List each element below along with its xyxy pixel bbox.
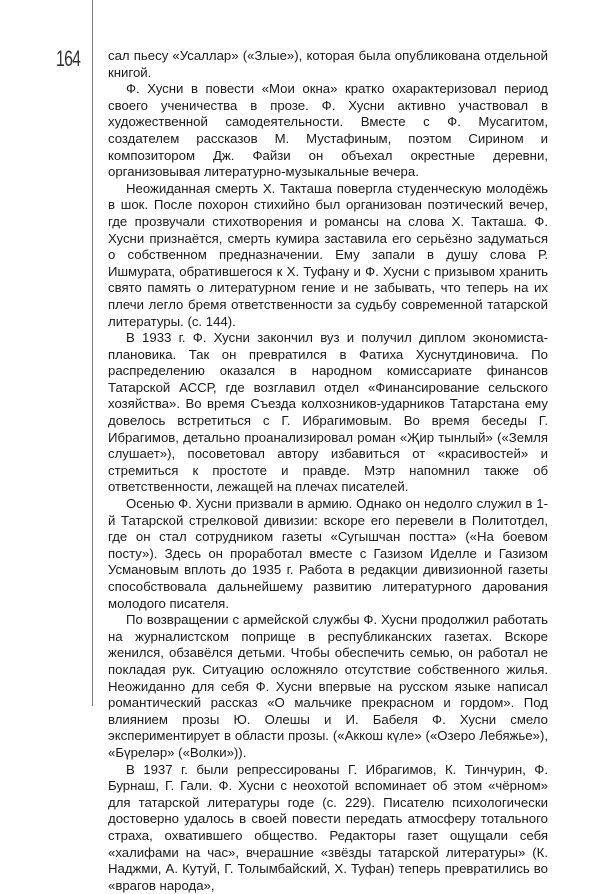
paragraph-continuation: сал пьесу «Усаллар» («Злые»), которая была опубликована отдельной книгой. bbox=[108, 48, 548, 80]
paragraph: По возвращении с армейской службы Ф. Хусни продолжил работать на журналистском поприще в республиканских газетах. Вскоре женился, обзавёлся детьми. Чтобы обеспечить семью, он работал не покладая рук. Ситуацию осложняло отсутствие собственного жилья. Неожиданно для себя Ф. Хусни впервые на русском языке написал романтический рассказ «О мальчике прекрасном и гордом». Под влиянием прозы Ю. Олешы и И. Бабеля Ф. Хусни смело экспериментирует в области прозы. («Аккош күле» («Озеро Лебяжье»), «Бүреләр» («Волки»)). bbox=[108, 612, 548, 760]
paragraph: Неожиданная смерть Х. Такташа повергла студенческую молодёжь в шок. После похорон стихийно был организован поэтический вечер, где прозвучали стихотворения и романсы на слова Х. Такташа. Ф. Хусни признаётся, смерть кумира заставила его серьёзно задуматься о собственном предназначении. Ему запали в душу слова Р. Ишмурата, обратившегося к Х. Туфану и Ф. Хусни с призывом хранить свято память о литературном гение и не забывать, что теперь на их плечи легло бремя ответственности за судьбу современной татарской литературы. (с. 144). bbox=[108, 180, 548, 329]
page-number: 164 bbox=[56, 46, 81, 71]
paragraph: Ф. Хусни в повести «Мои окна» кратко охарактеризовал период своего ученичества в прозе. Ф. Хусни активно участвовал в художественной самодеятельности. Вместе с Ф. Мусагитом, создателем рассказов М. Мустафиным, поэтом Сирином и композитором Дж. Файзи он объехал окрестные деревни, организовывая литературно-музыкальные вечера. bbox=[108, 81, 548, 180]
paragraph: Осенью Ф. Хусни призвали в армию. Однако он недолго служил в 1-й Татарской стрелковой дивизии: вскоре его перевели в Политотдел, где он стал сотрудником газеты «Сугышчан постта» («На боевом посту»). Здесь он проработал вместе с Газизом Иделле и Газизом Усмановым вплоть до 1935 г. Работа в редакции дивизионной газеты способствовала дальнейшему развитию литературного дарования молодого писателя. bbox=[108, 496, 548, 611]
paragraph: В 1937 г. были репрессированы Г. Ибрагимов, К. Тинчурин, Ф. Бурнаш, Г. Гали. Ф. Хусни с неохотой вспоминает об этом «чёрном» для татарской литературы годе (с. 229). Писателю психологически достоверно удалось в своей повести передать атмосферу тотального страха, охватившего общество. Редакторы газет ощущали себя «халифами на час», вчерашние «звёзды татарской литературы» (К. Наджми, А. Кутуй, Г. Толымбайский, Х. Туфан) теперь превратились во «врагов народа», bbox=[108, 761, 548, 893]
margin-rule bbox=[92, 0, 93, 706]
body-text bbox=[108, 48, 548, 894]
paragraph: В 1933 г. Ф. Хусни закончил вуз и получил диплом экономиста-плановика. Так он превратился в Фатиха Хуснутдиновича. По распределению оказался в народном комиссариате финансов Татарской АССР, где возглавил отдел «Финансирование сельского хозяйства». Во время Съезда колхозников-ударников Татарстана ему довелось встретиться с Г. Ибрагимовым. Во время беседы Г. Ибрагимов, детально проанализировал роман «Җир тынлый» («Земля слушает»), посоветовал автору избавиться от «красивостей» и стремиться к простоте и правде. Мэтр напомнил также об ответственности, лежащей на плечах писателей. bbox=[108, 330, 548, 495]
